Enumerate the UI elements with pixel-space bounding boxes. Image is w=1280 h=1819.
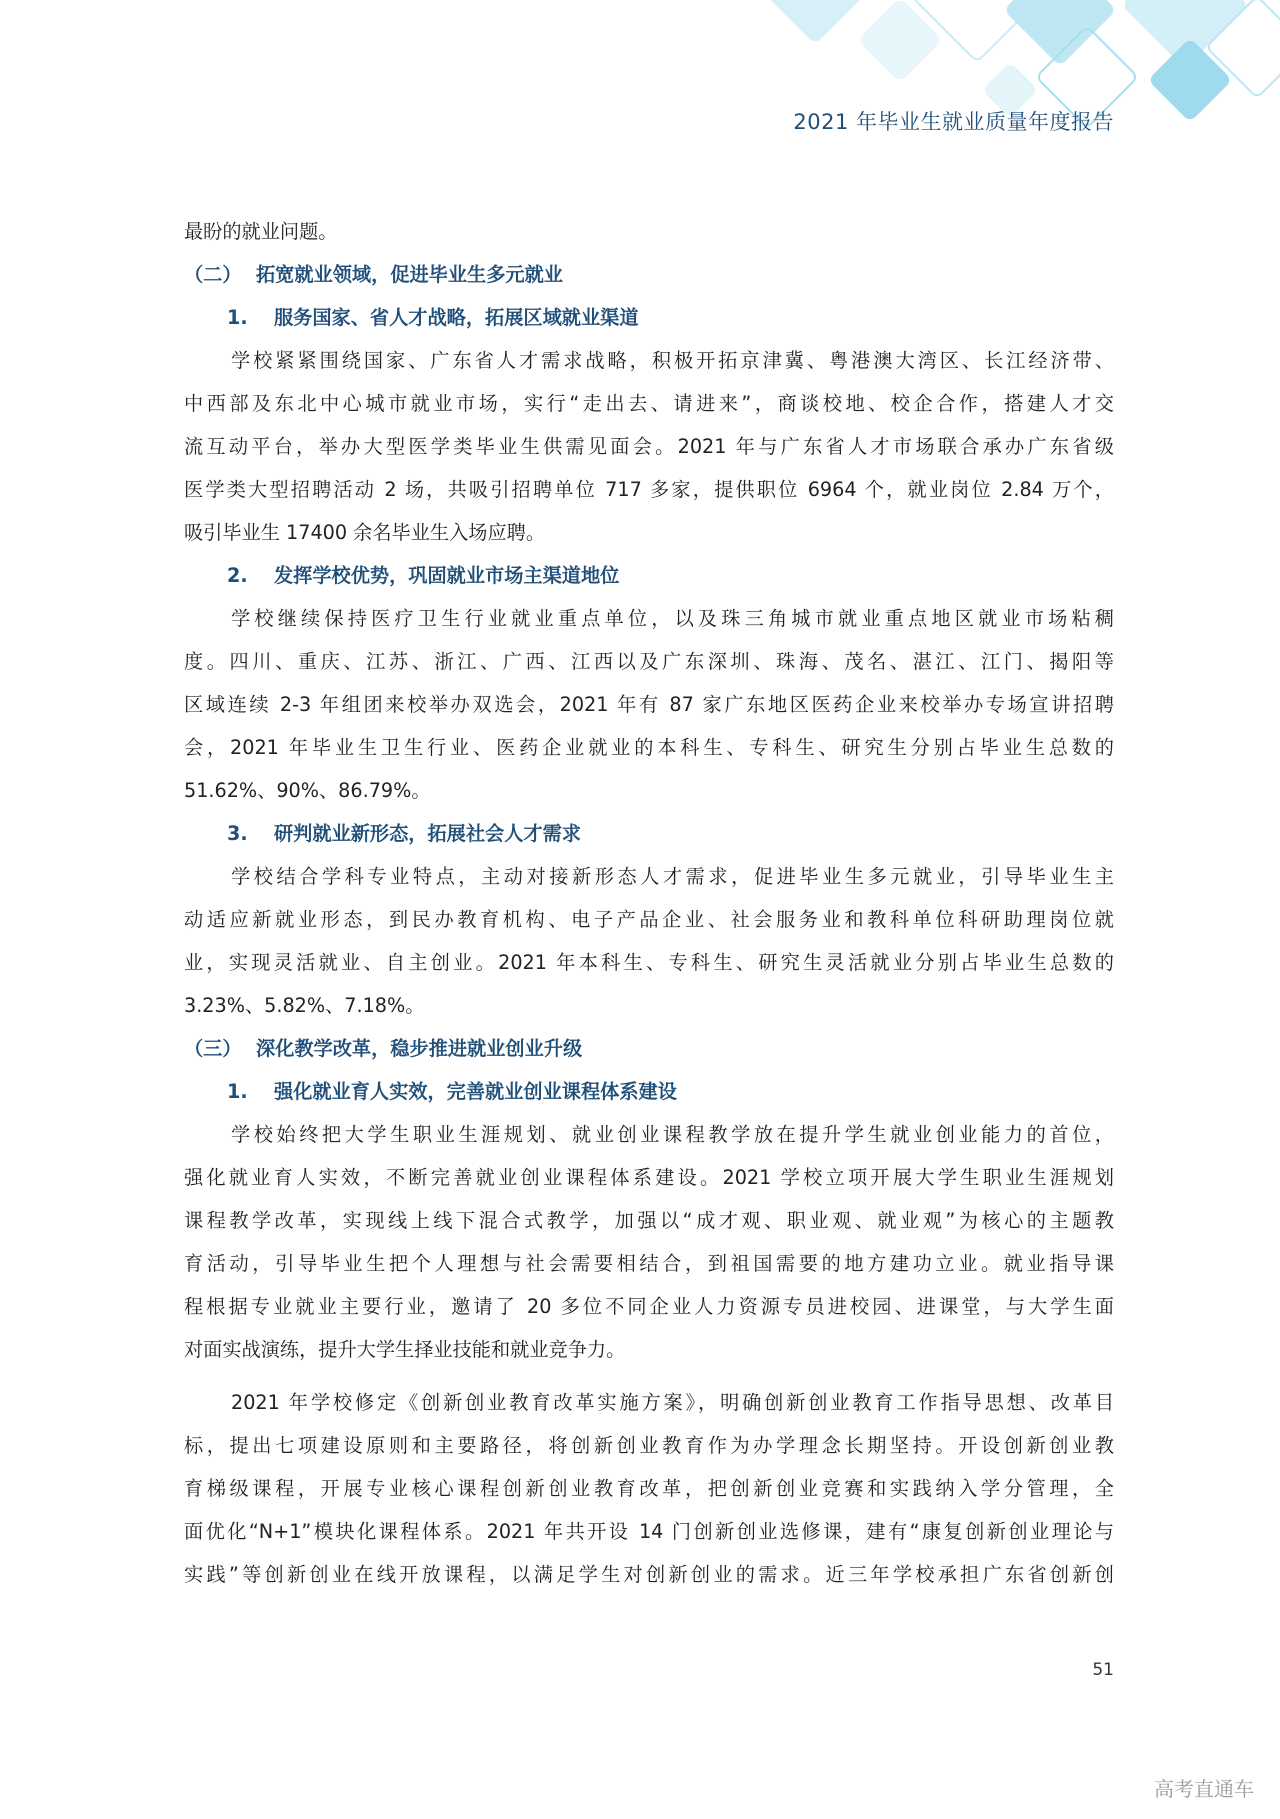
heading-number: 2. bbox=[227, 564, 248, 587]
text-line: 学校结合学科专业特点，主动对接新形态人才需求，促进毕业生多元就业，引导毕业生主 bbox=[231, 865, 1114, 888]
text-line: 标，提出七项建设原则和主要路径，将创新创业教育作为办学理念长期坚持。开设创新创业教 bbox=[184, 1434, 1114, 1457]
text-line: 吸引毕业生 17400 余名毕业生入场应聘。 bbox=[184, 521, 546, 544]
section-heading bbox=[184, 1027, 1114, 1070]
document-body bbox=[184, 210, 1114, 1596]
heading-number: 1. bbox=[227, 1080, 248, 1103]
text-line: 会，2021 年毕业生卫生行业、医药企业就业的本科生、专科生、研究生分别占毕业生总数的 bbox=[184, 736, 1114, 759]
text-line: 中西部及东北中心城市就业市场，实行“走出去、请进来”，商谈校地、校企合作，搭建人才交 bbox=[184, 392, 1114, 415]
page-number: 51 bbox=[1092, 1660, 1114, 1680]
text-line: 流互动平台，举办大型医学类毕业生供需见面会。2021 年与广东省人才市场联合承办广东省级 bbox=[184, 435, 1114, 458]
heading-text: 研判就业新形态，拓展社会人才需求 bbox=[274, 822, 581, 845]
text-line: 学校继续保持医疗卫生行业就业重点单位，以及珠三角城市就业重点地区就业市场粘稠 bbox=[231, 607, 1114, 630]
heading-text: 发挥学校优势，巩固就业市场主渠道地位 bbox=[274, 564, 620, 587]
subsection-heading bbox=[184, 554, 1114, 597]
text-line: 区域连续 2-3 年组团来校举办双选会，2021 年有 87 家广东地区医药企业来校举办专场宣讲招聘 bbox=[184, 693, 1114, 716]
heading-text: 服务国家、省人才战略，拓展区域就业渠道 bbox=[274, 306, 639, 329]
heading-text: 深化教学改革，稳步推进就业创业升级 bbox=[256, 1037, 583, 1060]
text-line: 2021 年学校修定《创新创业教育改革实施方案》，明确创新创业教育工作指导思想、改革目 bbox=[231, 1391, 1114, 1414]
text-line: 度。四川、重庆、江苏、浙江、广西、江西以及广东深圳、珠海、茂名、湛江、江门、揭阳等 bbox=[184, 650, 1114, 673]
heading-text: 拓宽就业领域，促进毕业生多元就业 bbox=[256, 263, 563, 286]
watermark: 高考直通车 bbox=[1154, 1777, 1254, 1801]
heading-text: 强化就业育人实效，完善就业创业课程体系建设 bbox=[274, 1080, 677, 1103]
text-line: 51.62%、90%、86.79%。 bbox=[184, 779, 431, 802]
subsection-heading bbox=[184, 1070, 1114, 1113]
text-line: 强化就业育人实效，不断完善就业创业课程体系建设。2021 学校立项开展大学生职业生涯规划 bbox=[184, 1166, 1114, 1189]
heading-number: 3. bbox=[227, 822, 248, 845]
text-line: 对面实战演练，提升大学生择业技能和就业竞争力。 bbox=[184, 1338, 626, 1361]
text-line: 医学类大型招聘活动 2 场，共吸引招聘单位 717 多家，提供职位 6964 个，就业岗位 2.84 万个， bbox=[184, 478, 1114, 501]
text-line: 动适应新就业形态，到民办教育机构、电子产品企业、社会服务业和教科单位科研助理岗位就 bbox=[184, 908, 1114, 931]
text-line: 程根据专业就业主要行业，邀请了 20 多位不同企业人力资源专员进校园、进课堂，与大学生面 bbox=[184, 1295, 1114, 1318]
text-line: 学校紧紧围绕国家、广东省人才需求战略，积极开拓京津冀、粤港澳大湾区、长江经济带、 bbox=[231, 349, 1114, 372]
text-line: 育梯级课程，开展专业核心课程创新创业教育改革，把创新创业竞赛和实践纳入学分管理，全 bbox=[184, 1477, 1114, 1500]
text-line: 面优化“N+1”模块化课程体系。2021 年共开设 14 门创新创业选修课，建有“康复创新创业理论与 bbox=[184, 1520, 1114, 1543]
heading-number: （二） bbox=[184, 263, 242, 286]
running-header: 2021 年毕业生就业质量年度报告 bbox=[793, 110, 1114, 134]
heading-number: （三） bbox=[184, 1037, 242, 1060]
text-line: 课程教学改革，实现线上线下混合式教学，加强以“成才观、职业观、就业观”为核心的主题教 bbox=[184, 1209, 1114, 1232]
subsection-heading bbox=[184, 812, 1114, 855]
text-line: 育活动，引导毕业生把个人理想与社会需要相结合，到祖国需要的地方建功立业。就业指导课 bbox=[184, 1252, 1114, 1275]
text-line: 最盼的就业问题。 bbox=[184, 220, 338, 243]
text-line: 3.23%、5.82%、7.18%。 bbox=[184, 994, 425, 1017]
text-line: 实践”等创新创业在线开放课程，以满足学生对创新创业的需求。近三年学校承担广东省创新创 bbox=[184, 1563, 1114, 1586]
text-line: 业，实现灵活就业、自主创业。2021 年本科生、专科生、研究生灵活就业分别占毕业生总数的 bbox=[184, 951, 1114, 974]
heading-number: 1. bbox=[227, 306, 248, 329]
section-heading bbox=[184, 253, 1114, 296]
paragraph-gap bbox=[184, 1371, 1114, 1381]
text-line: 学校始终把大学生职业生涯规划、就业创业课程教学放在提升学生就业创业能力的首位， bbox=[231, 1123, 1114, 1146]
subsection-heading bbox=[184, 296, 1114, 339]
